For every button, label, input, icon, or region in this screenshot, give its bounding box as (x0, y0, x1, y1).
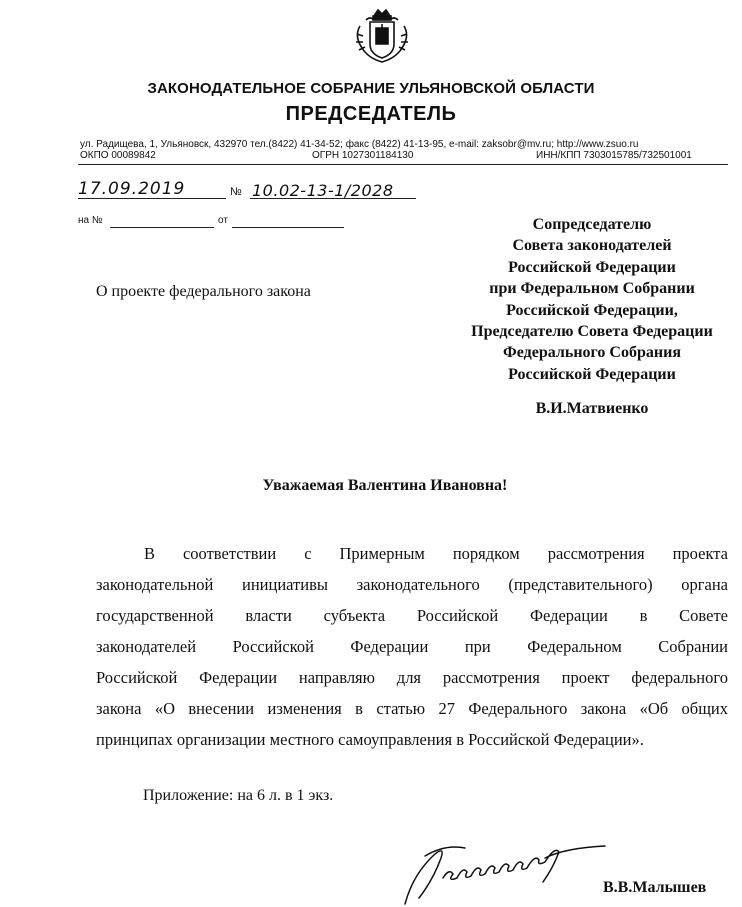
addressee-line: Председателю Совета Федерации (471, 323, 713, 341)
sender-role-title: ПРЕДСЕДАТЕЛЬ (285, 103, 457, 125)
reference-number-blank (110, 227, 214, 228)
body-line: принципах организации местного самоуправления в Российской Федерации». (96, 730, 644, 749)
addressee-line: Российской Федерации (508, 258, 676, 276)
addressee-line: Сопредседателю (532, 216, 652, 233)
coat-of-arms-emblem (352, 6, 412, 66)
outgoing-number: 10.02-13-1/2028 (252, 181, 394, 200)
inn-kpp-code: ИНН/КПП 7303015785/732501001 (536, 150, 692, 161)
ogrn-code: ОГРН 1027301184130 (312, 150, 414, 161)
reference-date-blank (232, 227, 344, 228)
addressee-line: Федерального Собрания (503, 344, 681, 362)
okpo-code: ОКПО 00089842 (80, 150, 156, 161)
addressee-line: при Федеральном Собрании (489, 280, 695, 298)
body-line: В соответствии с Примерным порядком рассмотрения проекта (144, 544, 728, 563)
number-underline (250, 198, 416, 199)
organization-name: ЗАКОНОДАТЕЛЬНОЕ СОБРАНИЕ УЛЬЯНОВСКОЙ ОБЛАСТИ (147, 80, 595, 97)
body-line: Российской Федерации направляю для рассмотрения проект федерального (96, 668, 728, 687)
body-line: закона «О внесении изменения в статью 27 Федерального закона «Об общих (96, 699, 728, 718)
body-line: законодателей Российской Федерации при Федеральном Собрании (96, 637, 728, 656)
addressee-block (450, 214, 734, 385)
addressee-line: Российской Федерации, (506, 301, 678, 319)
salutation: Уважаемая Валентина Ивановна! (262, 477, 508, 494)
letter-body (96, 538, 728, 755)
body-line: законодательной инициативы законодательного (представительного) органа (96, 575, 728, 594)
attachment-note: Приложение: на 6 л. в 1 экз. (143, 787, 334, 804)
addressee-line: Совета законодателей (512, 237, 672, 255)
addressee-line: Российской Федерации (508, 365, 676, 383)
addressee-name: В.И.Матвиенко (535, 400, 649, 417)
header-divider (78, 164, 728, 165)
outgoing-date: 17.09.2019 (78, 179, 186, 199)
number-label: № (230, 186, 242, 198)
contact-address-line: ул. Радищева, 1, Ульяновск, 432970 тел.(8422) 41-34-52; факс (8422) 41-13-95, e-mail: zaksobr@mv.ru; http://www.zsuo.ru (80, 139, 639, 150)
letter-subject: О проекте федерального закона (96, 283, 311, 300)
date-underline (78, 198, 226, 199)
body-line: государственной власти субъекта Российской Федерации в Совете (96, 606, 728, 625)
handwritten-signature (395, 838, 625, 907)
signer-name: В.В.Малышев (603, 879, 707, 896)
reference-number-label: на № (78, 215, 103, 226)
reference-date-label: от (218, 215, 228, 226)
